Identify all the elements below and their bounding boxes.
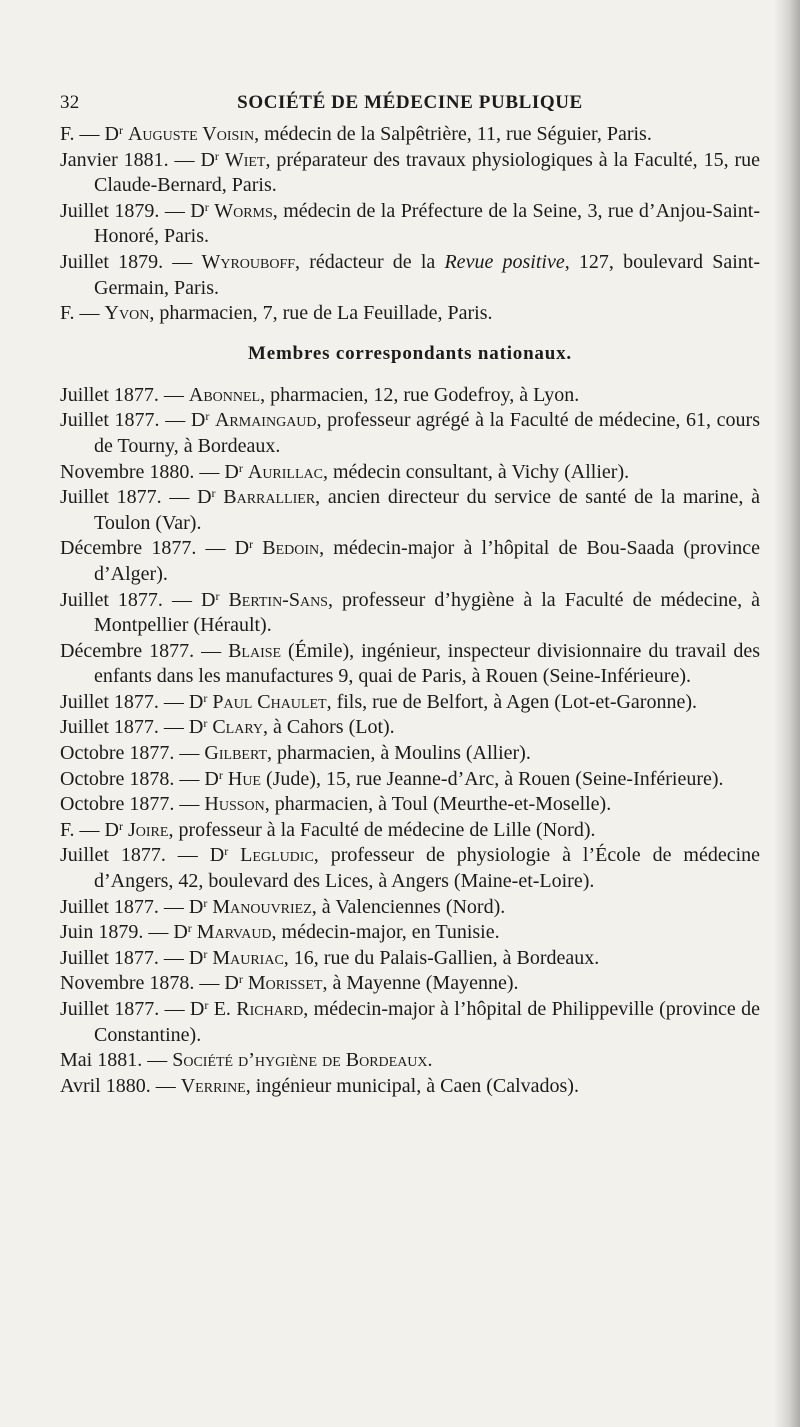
entry-date: Juillet 1877. <box>60 588 163 611</box>
member-entry: F. — Yvon, pharmacien, 7, rue de La Feuillade, Paris. <box>60 302 493 325</box>
entry-name: Armaingaud <box>214 409 317 432</box>
member-entry: Octobre 1878. — $D^r$ Hue (Jude), 15, rue Jeanne-d’Arc, à Rouen (Seine-Inférieure). <box>60 767 724 790</box>
entry-text: , professeur de physiologie à l’École de médecine d’Angers, 42, boulevard des Lices, à Angers (Maine-et-Loire). <box>94 844 761 893</box>
entry-text: , pharmacien, à Toul (Meurthe-et-Moselle). <box>264 793 612 816</box>
member-entry: Juillet 1877. — $D^r$ E. Richard, médecin-major à l’hôpital de Philippeville (province de Constantine). <box>60 998 760 1046</box>
entry-name: Société d’hygiène de Bordeaux <box>172 1049 428 1072</box>
member-entry: Juillet 1877. — $D^r$ Barrallier, ancien directeur du service de santé de la marine, à Toulon (Var). <box>60 486 761 534</box>
member-entry: Novembre 1878. — $D^r$ Morisset, à Mayenne (Mayenne). <box>60 972 519 995</box>
entry-name: Paul Chaulet <box>212 690 327 713</box>
entry-date: Juillet 1877. <box>60 998 160 1020</box>
entry-text: , ingénieur municipal, à Caen (Calvados). <box>245 1074 579 1097</box>
member-entry: Mai 1881. — Société d’hygiène de Bordeaux. <box>60 1049 433 1072</box>
entry-date: Octobre 1877. <box>60 742 175 765</box>
entry-date: Juillet 1879. <box>60 199 160 222</box>
entry-name: Legludic <box>240 844 314 867</box>
entry-title: $D^r$ <box>200 148 219 171</box>
entry-text: , médecin-major, en Tunisie. <box>271 921 500 944</box>
entry-text: (Jude), 15, rue Jeanne-d’Arc, à Rouen (Seine-Inférieure). <box>260 767 724 790</box>
member-entry: Novembre 1880. — $D^r$ Aurillac, médecin consultant, à Vichy (Allier). <box>60 460 630 483</box>
entry-date: Juillet 1877. <box>60 486 162 509</box>
entry-name: Mauriac <box>212 946 284 969</box>
section-heading: Membres correspondants nationaux. <box>248 342 572 364</box>
entry-title: $D^r$ <box>224 972 243 995</box>
entry-text: , professeur d’hygiène à la Faculté de médecine, à Montpellier (Hérault). <box>94 588 761 637</box>
entry-date: Juillet 1877. <box>60 383 159 406</box>
entry-date: F. <box>60 302 75 325</box>
entry-text: (Émile), ingénieur, inspecteur divisionnaire du travail des enfants dans les manufactures 9, quai de Paris, à Rouen (Seine-Inférieure). <box>94 639 761 688</box>
entry-date: Juin 1879. <box>60 921 144 944</box>
member-entry: Avril 1880. — Verrine, ingénieur municipal, à Caen (Calvados). <box>60 1074 579 1097</box>
entry-name: Clary <box>212 716 264 739</box>
entry-text: , à Valenciennes (Nord). <box>311 895 506 918</box>
entry-name: Marvaud <box>196 921 272 944</box>
member-entry: Octobre 1877. — Husson, pharmacien, à Toul (Meurthe-et-Moselle). <box>60 793 612 816</box>
entry-date: Juillet 1877. <box>60 716 159 739</box>
entry-text: , à Cahors (Lot). <box>263 716 395 739</box>
entry-name: E. Richard <box>213 998 304 1020</box>
entry-name: Morisset <box>247 972 323 995</box>
entry-date: Juillet 1877. <box>60 946 159 969</box>
entry-title: $D^r$ <box>188 946 208 969</box>
member-entry: Octobre 1877. — Gilbert, pharmacien, à Moulins (Allier). <box>60 742 531 765</box>
member-entry: F. — $D^r$ Auguste Voisin, médecin de la Salpêtrière, 11, rue Séguier, Paris. <box>60 123 652 145</box>
entry-name: Worms <box>214 199 273 222</box>
member-entry: Juillet 1877. — $D^r$ Armaingaud, professeur agrégé à la Faculté de médecine, 61, cours de Tourny, à Bordeaux. <box>60 409 761 457</box>
entry-title: $D^r$ <box>104 818 123 841</box>
entry-date: Octobre 1877. <box>60 793 175 816</box>
entry-text: , 16, rue du Palais-Gallien, à Bordeaux. <box>283 946 600 969</box>
entry-text: , médecin de la Salpêtrière, 11, rue Séguier, Paris. <box>254 123 652 145</box>
member-entry: Juillet 1877. — Abonnel, pharmacien, 12, rue Godefroy, à Lyon. <box>60 383 580 406</box>
member-entry: F. — $D^r$ Joire, professeur à la Faculté de médecine de Lille (Nord). <box>60 818 596 841</box>
entry-text: , fils, rue de Belfort, à Agen (Lot-et-Garonne). <box>326 690 697 713</box>
page-edge-shadow <box>774 0 800 1427</box>
entry-italic-title: Revue positive <box>444 250 565 273</box>
entry-title: $D^r$ <box>104 123 123 145</box>
page-number: 32 <box>60 92 80 113</box>
member-entry: Juillet 1877. — $D^r$ Paul Chaulet, fils, rue de Belfort, à Agen (Lot-et-Garonne). <box>60 690 697 713</box>
entry-title: $D^r$ <box>204 767 223 790</box>
entry-text: , professeur agrégé à la Faculté de médecine, 61, cours de Tourny, à Bordeaux. <box>94 409 761 457</box>
entry-text: , médecin-major à l’hôpital de Philippeville (province de Constantine). <box>94 998 760 1046</box>
entry-name: Auguste Voisin <box>127 123 255 145</box>
entry-title: $D^r$ <box>188 690 208 713</box>
entry-name: Wyrouboff <box>201 250 296 273</box>
running-head <box>60 92 760 116</box>
page-title: SOCIÉTÉ DE MÉDECINE PUBLIQUE <box>237 92 583 113</box>
entry-date: Juillet 1879. <box>60 250 164 273</box>
entry-name: Manouvriez <box>212 895 312 918</box>
entry-date: Juillet 1877. <box>60 690 159 713</box>
entry-name: Joire <box>127 818 169 841</box>
entry-date: Décembre 1877. <box>60 537 197 560</box>
entry-text: , à Mayenne (Mayenne). <box>322 972 519 995</box>
entry-name: Blaise <box>228 639 282 662</box>
entry-name: Abonnel <box>188 383 261 406</box>
entry-name: Bedoin <box>262 537 320 560</box>
entry-name: Yvon <box>104 302 150 325</box>
entry-name: Bertin-Sans <box>228 588 328 611</box>
entry-text: , pharmacien, 7, rue de La Feuillade, Paris. <box>149 302 493 325</box>
entry-name: Verrine <box>180 1074 246 1097</box>
member-entry: Juillet 1877. — $D^r$ Mauriac, 16, rue du Palais-Gallien, à Bordeaux. <box>60 946 600 969</box>
entry-text: , professeur à la Faculté de médecine de Lille (Nord). <box>168 818 596 841</box>
entry-name: Gilbert <box>204 742 268 765</box>
member-entry: Juillet 1877. — $D^r$ Manouvriez, à Valenciennes (Nord). <box>60 895 506 918</box>
member-entry: Décembre 1877. — Blaise (Émile), ingénieur, inspecteur divisionnaire du travail des enfants dans les manufactures 9, quai de Paris, à Rouen (Seine-Inférieure). <box>60 639 761 688</box>
entry-title: $D^r$ <box>189 998 209 1020</box>
entry-date: F. <box>60 818 75 841</box>
entry-date: Octobre 1878. <box>60 767 175 790</box>
member-entry: Juillet 1877. — $D^r$ Legludic, professeur de physiologie à l’École de médecine d’Angers, 42, boulevard des Lices, à Angers (Maine-et-Loire). <box>60 844 761 893</box>
entry-title: $D^r$ <box>188 716 208 739</box>
entry-text: , ancien directeur du service de santé de la marine, à Toulon (Var). <box>94 486 761 534</box>
member-list-paris <box>60 122 760 327</box>
entry-text: , pharmacien, à Moulins (Allier). <box>267 742 531 765</box>
entry-date: Janvier 1881. <box>60 148 169 171</box>
member-entry: Juillet 1879. — $D^r$ Worms, médecin de la Préfecture de la Seine, 3, rue d’Anjou-Saint-Honoré, Paris. <box>60 199 761 248</box>
entry-title: $D^r$ <box>197 486 216 509</box>
member-entry: Juin 1879. — $D^r$ Marvaud, médecin-major, en Tunisie. <box>60 921 500 944</box>
entry-title: $D^r$ <box>190 199 209 222</box>
entry-text: , 127, boulevard Saint-Germain, Paris. <box>94 250 761 299</box>
member-entry: Janvier 1881. — $D^r$ Wiet, préparateur des travaux physiologiques à la Faculté, 15, rue Claude-Bernard, Paris. <box>60 148 761 197</box>
entry-text: , médecin-major à l’hôpital de Bou-Saada (province d’Alger). <box>94 537 761 585</box>
member-entry: Juillet 1879. — Wyrouboff, rédacteur de la Revue positive, 127, boulevard Saint-Germain, Paris. <box>60 250 761 299</box>
entry-date: Avril 1880. <box>60 1074 151 1097</box>
entry-text: . <box>427 1049 433 1072</box>
entry-name: Hue <box>227 767 261 790</box>
member-entry: Juillet 1877. — $D^r$ Clary, à Cahors (Lot). <box>60 716 395 739</box>
entry-title: $D^r$ <box>173 921 192 944</box>
entry-name: Wiet <box>224 148 266 171</box>
entry-title: $D^r$ <box>234 537 254 560</box>
entry-title: $D^r$ <box>190 409 210 432</box>
entry-date: Décembre 1877. <box>60 639 195 662</box>
entry-date: F. <box>60 123 75 145</box>
member-list-national <box>60 383 760 1100</box>
entry-date: Juillet 1877. <box>60 895 159 918</box>
entry-date: Novembre 1878. <box>60 972 195 995</box>
entry-name: Barrallier <box>223 486 316 509</box>
entry-name: Husson <box>204 793 265 816</box>
entry-name: Aurillac <box>247 460 323 483</box>
entry-title: $D^r$ <box>224 460 243 483</box>
entry-date: Juillet 1877. <box>60 409 160 432</box>
entry-text: , médecin consultant, à Vichy (Allier). <box>322 460 630 483</box>
entry-title: $D^r$ <box>209 844 229 867</box>
member-entry: Décembre 1877. — $D^r$ Bedoin, médecin-major à l’hôpital de Bou-Saada (province d’Alger). <box>60 537 761 585</box>
entry-title: $D^r$ <box>200 588 220 611</box>
entry-date: Mai 1881. <box>60 1049 143 1072</box>
entry-title: $D^r$ <box>188 895 208 918</box>
entry-text: , rédacteur de la <box>295 250 445 273</box>
document-body <box>60 122 760 1099</box>
entry-text: , préparateur des travaux physiologiques à la Faculté, 15, rue Claude-Bernard, Paris. <box>94 148 761 197</box>
member-entry: Juillet 1877. — $D^r$ Bertin-Sans, professeur d’hygiène à la Faculté de médecine, à Montpellier (Hérault). <box>60 588 761 637</box>
entry-text: , médecin de la Préfecture de la Seine, 3, rue d’Anjou-Saint-Honoré, Paris. <box>94 199 761 248</box>
entry-text: , pharmacien, 12, rue Godefroy, à Lyon. <box>260 383 580 406</box>
entry-date: Novembre 1880. <box>60 460 195 483</box>
entry-date: Juillet 1877. <box>60 844 166 867</box>
